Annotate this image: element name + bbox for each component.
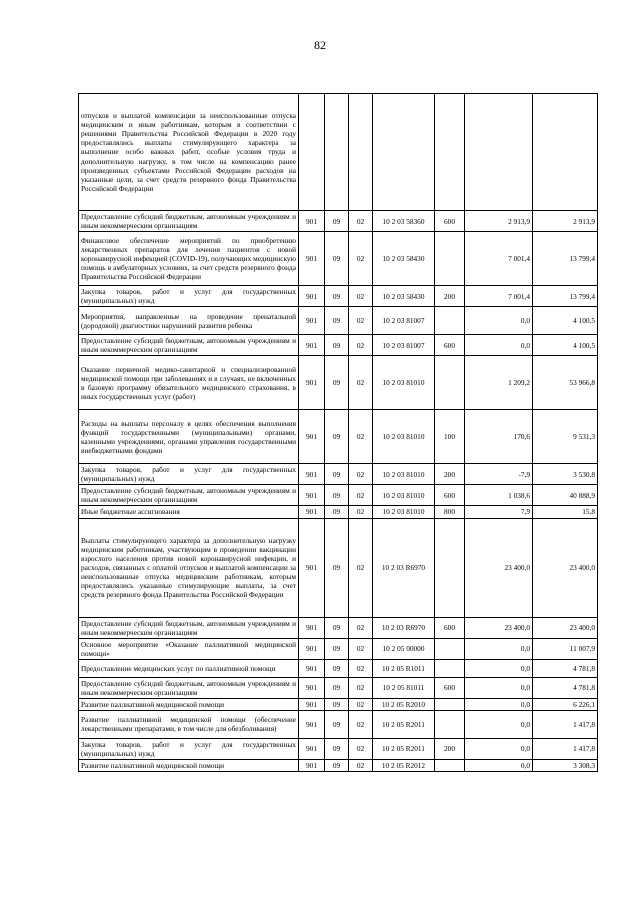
subsection-code: 02 [349,710,373,738]
expense-type-code: 600 [435,211,465,232]
page-number: 82 [314,38,326,52]
row-name: Развитие паллиативной медицинской помощи (обеспечение лекарственными препаратами, в том числе для обезболивания) [79,710,299,738]
ministry-code: 901 [299,659,325,677]
table-row [79,232,598,286]
expense-type-code: 100 [435,410,465,464]
subsection-code: 02 [349,617,373,638]
target-code: 10 2 03 81010 [373,410,435,464]
section-code: 09 [325,677,349,698]
section-code: 09 [325,356,349,410]
subsection-code: 02 [349,286,373,307]
subsection-code: 02 [349,335,373,356]
expense-type-code: 800 [435,506,465,518]
target-code: 10 2 05 81011 [373,677,435,698]
subsection-code: 02 [349,518,373,617]
amount-total: 3 308,3 [533,759,598,771]
ministry-code: 901 [299,518,325,617]
amount-change: 2 913,9 [465,211,533,232]
ministry-code: 901 [299,464,325,485]
table-row [79,638,598,659]
table-row [79,335,598,356]
target-code: 10 2 03 R6970 [373,617,435,638]
subsection-code: 02 [349,356,373,410]
expense-type-code [435,232,465,286]
ministry-code: 901 [299,356,325,410]
table-row [79,759,598,771]
subsection-code: 02 [349,232,373,286]
section-code: 09 [325,638,349,659]
amount-total: 6 226,1 [533,698,598,710]
target-code: 10 2 03 81010 [373,356,435,410]
row-name: Основное мероприятие «Оказание паллиативной медицинской помощи» [79,638,299,659]
target-code: 10 2 03 81010 [373,485,435,506]
section-code: 09 [325,335,349,356]
amount-total: 53 966,8 [533,356,598,410]
target-code: 10 2 03 58360 [373,211,435,232]
ministry-code: 901 [299,506,325,518]
section-code: 09 [325,307,349,335]
amount-change: 0,0 [465,307,533,335]
section-code: 09 [325,211,349,232]
ministry-code: 901 [299,410,325,464]
expense-type-code [435,518,465,617]
ministry-code: 901 [299,286,325,307]
amount-change: 0,0 [465,710,533,738]
amount-change: 170,6 [465,410,533,464]
section-code: 09 [325,485,349,506]
table-row [79,710,598,738]
amount-change: 7,9 [465,506,533,518]
row-name: Развитие паллиативной медицинской помощи [79,759,299,771]
expense-type-code: 200 [435,738,465,759]
table-row [79,659,598,677]
target-code: 10 2 05 R2010 [373,698,435,710]
section-code: 09 [325,738,349,759]
subsection-code: 02 [349,759,373,771]
row-name: Развитие паллиативной медицинской помощи [79,698,299,710]
row-name: Предоставление субсидий бюджетным, автономным учреждениям и иным некоммерческим организациям [79,485,299,506]
expense-type-code [435,307,465,335]
target-code: 10 2 03 58430 [373,232,435,286]
expense-type-code [435,94,465,211]
table-row [79,464,598,485]
ministry-code: 901 [299,738,325,759]
table-row [79,485,598,506]
subsection-code: 02 [349,410,373,464]
row-name: Оказание первичной медико-санитарной и специализированной медицинской помощи при заболеваниях и в случаях, не включенных в базовую программу обязательного медицинского страхования, в иных государственных услуг (работ) [79,356,299,410]
amount-total: 15,8 [533,506,598,518]
section-code: 09 [325,464,349,485]
row-name: Выплаты стимулирующего характера за дополнительную нагрузку медицинским работникам, участвующим в проведении вакцинации взрослого населения против новой коронавирусной инфекции, и расходов, связанных с оплатой отпусков и выплатой компенсации за неиспользованные отпуска медицинским работникам, которым предоставлялись указанные стимулирующие выплаты, за счет средств резервного фонда Правительства Российской Федерации [79,518,299,617]
ministry-code: 901 [299,759,325,771]
table-row [79,356,598,410]
ministry-code: 901 [299,335,325,356]
row-name: Иные бюджетные ассигнования [79,506,299,518]
section-code: 09 [325,698,349,710]
row-name: Мероприятия, направленные на проведение пренатальной (дородовой) диагностики нарушений развития ребенка [79,307,299,335]
section-code: 09 [325,659,349,677]
amount-change: 0,0 [465,677,533,698]
target-code: 10 2 03 81007 [373,307,435,335]
amount-total: 9 531,3 [533,410,598,464]
amount-change: 0,0 [465,659,533,677]
amount-total: 4 100,5 [533,335,598,356]
amount-total: 23 400,0 [533,518,598,617]
amount-total: 1 417,8 [533,710,598,738]
amount-change: 0,0 [465,335,533,356]
amount-total: 2 913,9 [533,211,598,232]
row-name: отпусков и выплатой компенсации за неиспользованные отпуска медицинским и иным работникам, которым в соответствии с решениями Правительства Российской Федерации в 2020 году предоставлялись выплаты стимулирующего характера за выполнение особо важных работ, особые условия труда и дополнительную нагрузку, в том числе на компенсацию ранее произведенных субъектами Российской Федерации расходов на указанные цели, за счет средств резервного фонда Правительства Российской Федерации [79,94,299,211]
row-name: Расходы на выплаты персоналу в целях обеспечения выполнения функций государственными (муниципальными) органами, казенными учреждениями, органами управления государственными внебюджетными фондами [79,410,299,464]
target-code [373,94,435,211]
budget-table [78,93,598,772]
section-code: 09 [325,286,349,307]
ministry-code: 901 [299,211,325,232]
row-name: Закупка товаров, работ и услуг для государственных (муниципальных) нужд [79,738,299,759]
amount-change: 0,0 [465,759,533,771]
amount-total: 1 417,8 [533,738,598,759]
table-row [79,738,598,759]
subsection-code: 02 [349,659,373,677]
expense-type-code: 200 [435,464,465,485]
table-row [79,307,598,335]
ministry-code: 901 [299,698,325,710]
table-row [79,506,598,518]
target-code: 10 2 03 R6970 [373,518,435,617]
row-name: Предоставление субсидий бюджетным, автономным учреждениям и иным некоммерческим организациям [79,617,299,638]
table-row [79,94,598,211]
section-code: 09 [325,232,349,286]
section-code [325,94,349,211]
amount-change: 1 038,6 [465,485,533,506]
subsection-code: 02 [349,506,373,518]
amount-change: 1 209,2 [465,356,533,410]
amount-change: 0,0 [465,738,533,759]
row-name: Закупка товаров, работ и услуг для государственных (муниципальных) нужд [79,286,299,307]
ministry-code: 901 [299,232,325,286]
row-name: Предоставление субсидий бюджетным, автономным учреждениям и иным некоммерческим организациям [79,677,299,698]
subsection-code: 02 [349,638,373,659]
amount-change: 23 400,0 [465,518,533,617]
expense-type-code [435,710,465,738]
expense-type-code: 600 [435,677,465,698]
amount-total: 13 799,4 [533,232,598,286]
table-row [79,286,598,307]
expense-type-code: 600 [435,617,465,638]
amount-total: 4 100,5 [533,307,598,335]
subsection-code: 02 [349,464,373,485]
amount-change: 23 400,0 [465,617,533,638]
expense-type-code [435,698,465,710]
table-row [79,617,598,638]
ministry-code: 901 [299,677,325,698]
expense-type-code: 600 [435,485,465,506]
ministry-code: 901 [299,638,325,659]
subsection-code: 02 [349,698,373,710]
section-code: 09 [325,710,349,738]
amount-total: 11 007,9 [533,638,598,659]
target-code: 10 2 03 81007 [373,335,435,356]
target-code: 10 2 03 58430 [373,286,435,307]
target-code: 10 2 05 R2011 [373,710,435,738]
ministry-code: 901 [299,307,325,335]
ministry-code: 901 [299,485,325,506]
target-code: 10 2 03 81010 [373,506,435,518]
target-code: 10 2 05 R2012 [373,759,435,771]
target-code: 10 2 03 81010 [373,464,435,485]
target-code: 10 2 05 R2011 [373,738,435,759]
amount-change: 0,0 [465,638,533,659]
section-code: 09 [325,506,349,518]
section-code: 09 [325,518,349,617]
expense-type-code [435,356,465,410]
ministry-code: 901 [299,710,325,738]
subsection-code: 02 [349,485,373,506]
amount-change: 7 001,4 [465,286,533,307]
table-row [79,518,598,617]
section-code: 09 [325,410,349,464]
row-name: Закупка товаров, работ и услуг для государственных (муниципальных) нужд [79,464,299,485]
expense-type-code [435,759,465,771]
amount-change: -7,9 [465,464,533,485]
expense-type-code [435,659,465,677]
row-name: Предоставление субсидий бюджетным, автономным учреждениям и иным некоммерческим организациям [79,211,299,232]
amount-total: 40 888,9 [533,485,598,506]
table-row [79,211,598,232]
table-row [79,677,598,698]
amount-total: 4 781,8 [533,659,598,677]
expense-type-code: 600 [435,335,465,356]
amount-total [533,94,598,211]
table-row [79,698,598,710]
amount-total: 23 400,0 [533,617,598,638]
subsection-code [349,94,373,211]
expense-type-code: 200 [435,286,465,307]
row-name: Предоставление субсидий бюджетным, автономным учреждениям и иным некоммерческим организациям [79,335,299,356]
target-code: 10 2 05 R1011 [373,659,435,677]
ministry-code [299,94,325,211]
row-name: Финансовое обеспечение мероприятий по приобретению лекарственных препаратов для лечения пациентов с новой коронавирусной инфекцией (COVID-19), получающих медицинскую помощь в амбулаторных условиях, за счет средств резервного фонда Правительства Российской Федерации [79,232,299,286]
ministry-code: 901 [299,617,325,638]
subsection-code: 02 [349,738,373,759]
amount-change: 0,0 [465,698,533,710]
amount-change [465,94,533,211]
amount-change: 7 001,4 [465,232,533,286]
expense-type-code [435,638,465,659]
subsection-code: 02 [349,677,373,698]
amount-total: 4 781,8 [533,677,598,698]
table-row [79,410,598,464]
subsection-code: 02 [349,211,373,232]
section-code: 09 [325,759,349,771]
section-code: 09 [325,617,349,638]
target-code: 10 2 05 00000 [373,638,435,659]
row-name: Предоставление медицинских услуг по паллиативной помощи [79,659,299,677]
amount-total: 3 530,8 [533,464,598,485]
subsection-code: 02 [349,307,373,335]
amount-total: 13 799,4 [533,286,598,307]
